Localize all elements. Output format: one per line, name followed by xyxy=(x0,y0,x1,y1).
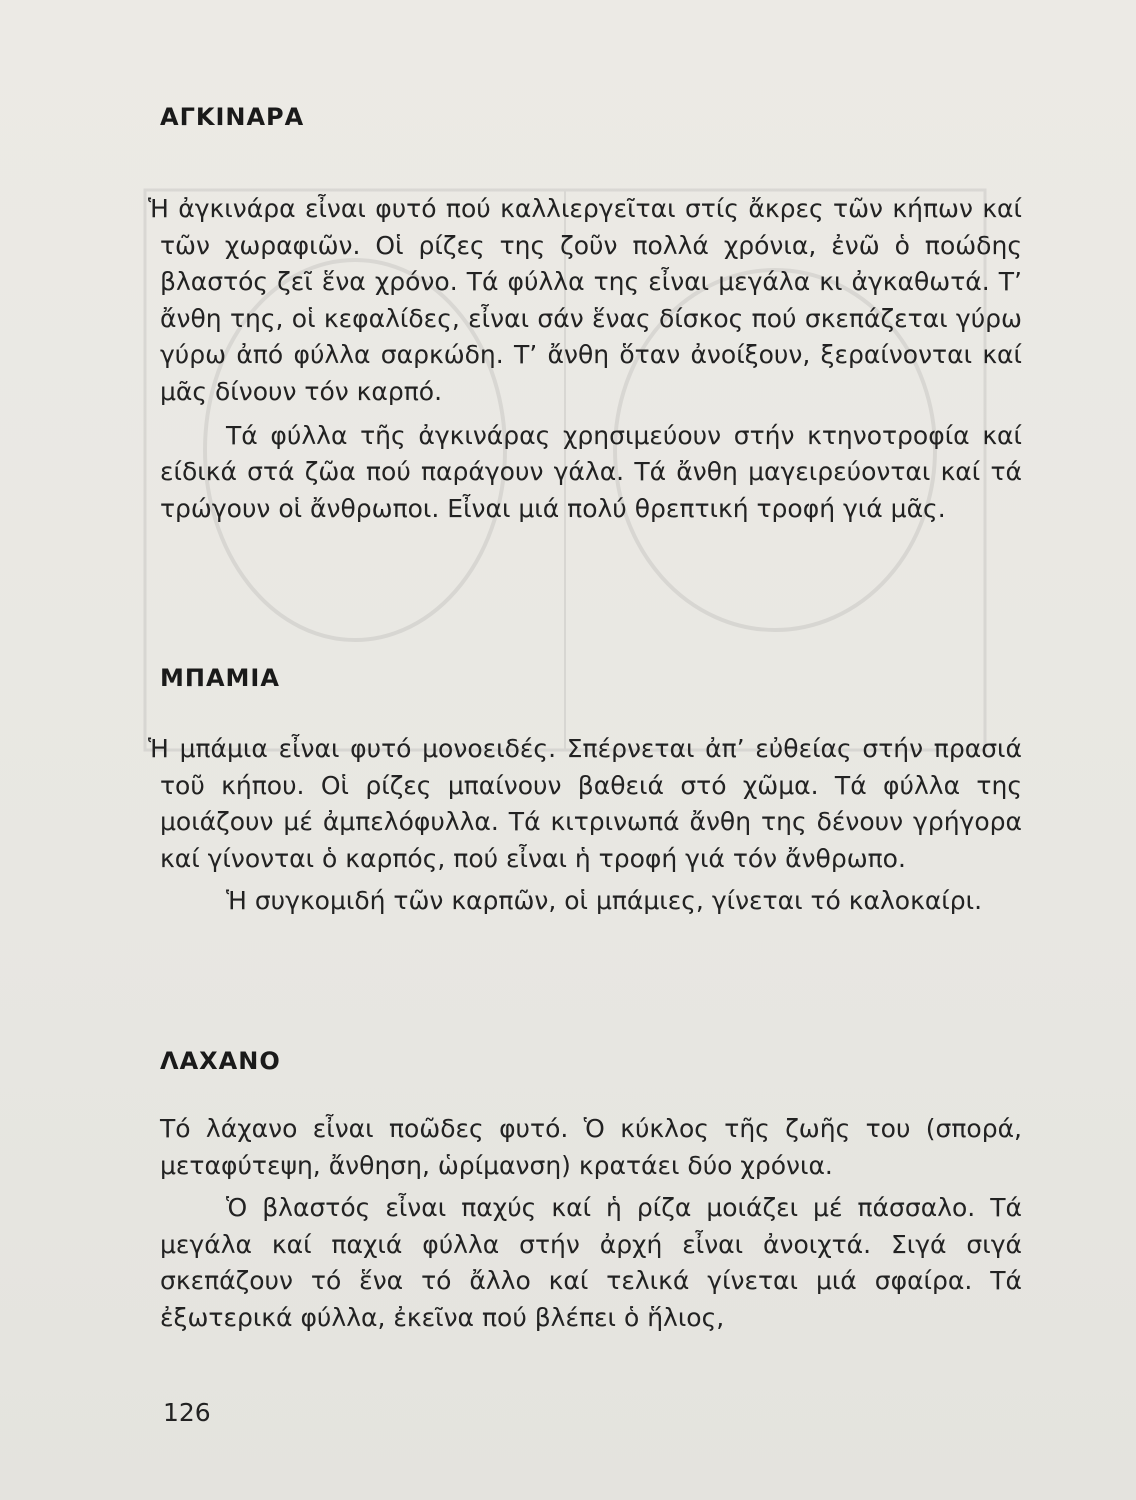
section-heading: ΛΑΧΑΝΟ xyxy=(160,1047,281,1075)
section-agkinara-body xyxy=(148,191,1022,527)
body-paragraph: Ἡ ἀγκινάρα εἶναι φυτό πού καλλιεργεῖται στίς ἄκρες τῶν κήπων καί τῶν χωραφιῶν. Οἱ ρίζες της ζοῦν πολλά χρόνια, ἐνῶ ὁ ποώδης βλαστός ζεῖ ἕνα χρόνο. Τά φύλλα της εἶναι μεγάλα κι ἀγκαθωτά. Τ’ ἄνθη της, οἱ κεφαλίδες, εἶναι σάν ἕνας δίσκος πού σκεπάζεται γύρω γύρω ἀπό φύλλα σαρκώδη. Τ’ ἄνθη ὅταν ἀνοίξουν, ξεραίνονται καί μᾶς δίνουν τόν καρπό. xyxy=(148,194,1022,406)
body-paragraph: Ὁ βλαστός εἶναι παχύς καί ἡ ρίζα μοιάζει μέ πάσσαλο. Τά μεγάλα καί παχιά φύλλα στήν ἀρχή εἶναι ἀνοιχτά. Σιγά σιγά σκεπάζουν τό ἕνα τό ἄλλο καί τελικά γίνεται μιά σφαίρα. Τά ἐξωτερικά φύλλα, ἐκεῖνα πού βλέπει ὁ ἥλιος, xyxy=(160,1193,1022,1332)
body-paragraph: Τά φύλλα τῆς ἀγκινάρας χρησιμεύουν στήν κτηνοτροφία καί είδικά στά ζῶα πού παράγουν γάλα. Τά ἄνθη μαγειρεύονται καί τά τρώγουν οἱ ἄνθρωποι. Εἶναι μιά πολύ θρεπτική τροφή γιά μᾶς. xyxy=(160,420,1022,523)
section-agkinara xyxy=(160,103,1022,131)
section-bamia-body xyxy=(148,731,1022,920)
section-heading: ΜΠΑΜΙΑ xyxy=(160,664,280,692)
section-bamia xyxy=(160,664,1022,692)
section-heading: ΑΓΚΙΝΑΡΑ xyxy=(160,103,305,131)
page-number: 126 xyxy=(163,1398,211,1427)
body-paragraph: Ἡ μπάμια εἶναι φυτό μονοειδές. Σπέρνεται ἀπ’ εὐθείας στήν πρασιά τοῦ κήπου. Οἱ ρίζες μπαίνουν βαθειά στό χῶμα. Τά φύλλα της μοιάζουν μέ ἀμπελόφυλλα. Τά κιτρινωπά ἄνθη της δένουν γρήγορα καί γίνονται ὁ καρπός, πού εἶναι ἡ τροφή γιά τόν ἄνθρωπο. xyxy=(148,734,1022,873)
section-lachano-body xyxy=(160,1111,1022,1337)
section-lachano xyxy=(160,1047,1022,1075)
body-paragraph: Ἡ συγκομιδή τῶν καρπῶν, οἱ μπάμιες, γίνεται τό καλοκαίρι. xyxy=(226,886,983,916)
body-paragraph: Τό λάχανο εἶναι ποῶδες φυτό. Ὁ κύκλος τῆς ζωῆς του (σπορά, μεταφύτεψη, ἄνθηση, ὡρίμανση) κρατάει δύο χρόνια. xyxy=(160,1114,1022,1180)
